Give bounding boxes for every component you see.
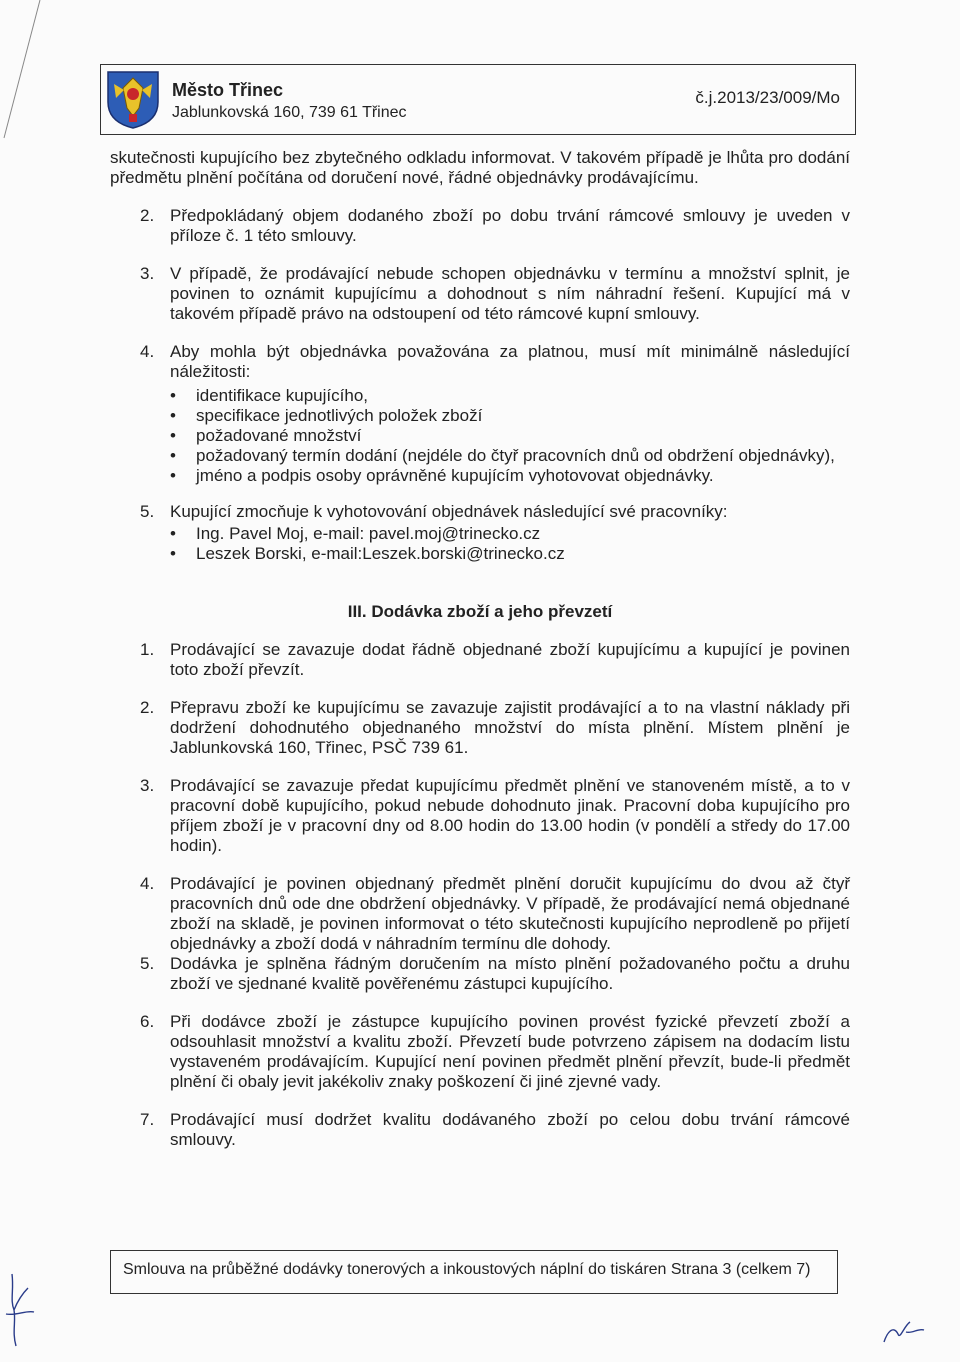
scan-edge-mark	[0, 0, 44, 140]
clause-text: Prodávající musí dodržet kvalitu dodávaného zboží po celou dobu trvání rámcové smlouvy.	[170, 1110, 850, 1149]
clause-number: 2.	[140, 206, 155, 225]
list-item: • Leszek Borski, e-mail:Leszek.borski@trinecko.cz	[170, 544, 850, 564]
clause-text: V případě, že prodávající nebude schopen objednávku v termínu a množství splnit, je povinen to oznámit kupujícímu a dohodnout s ním náhradní řešení. Kupující má v takovém případě právo na odstoupení od této rámcové kupní smlouvy.	[170, 264, 850, 323]
organization-name: Město Třinec	[172, 80, 284, 100]
clause-number: 7.	[140, 1110, 155, 1129]
staff-list	[170, 524, 850, 564]
clause-item	[110, 874, 850, 954]
document-body	[110, 148, 850, 1150]
clause-text: Přepravu zboží ke kupujícímu se zavazuje zajistit prodávající a to na vlastní náklady při dodržení dohodnutého objednaného množství do místa plnění. Místem plnění je Jablunkovská 160, Třinec, PSČ 739 61.	[170, 698, 850, 757]
clause-text: Prodávající je povinen objednaný předmět plnění doručit kupujícímu do dvou až čtyř pracovních dnů ode dne obdržení objednávky. V případě, že prodávající nemá objednané zboží na skladě, je povinen informovat o této skutečnosti kupujícího neprodleně po přijetí objednávky a zboží dodá v náhradním termínu dle dohody.	[170, 874, 850, 953]
clause-item	[110, 342, 850, 486]
clause-text: Kupující zmocňuje k vyhotovování objednávek následující své pracovníky:	[170, 502, 728, 521]
footer-text: Smlouva na průběžné dodávky tonerových a inkoustových náplní do tiskáren Strana 3 (celkem 7)	[123, 1261, 811, 1278]
city-coat-of-arms-icon	[106, 68, 160, 130]
list-item: • Ing. Pavel Moj, e-mail: pavel.moj@trinecko.cz	[170, 524, 850, 544]
clause-item	[110, 1110, 850, 1150]
clause-text: Předpokládaný objem dodaného zboží po dobu trvání rámcové smlouvy je uveden v příloze č. 1 této smlouvy.	[170, 206, 850, 245]
organization-address: Jablunkovská 160, 739 61 Třinec	[172, 104, 407, 121]
clause-item	[110, 502, 850, 564]
letterhead-rule	[100, 134, 856, 135]
clause-text: Při dodávce zboží je zástupce kupujícího povinen provést fyzické převzetí zboží a odsouhlasit množství a kvalitu zboží. Převzetí bude potvrzeno zápisem na dodacím listu vystaveném prodávajícím. Kupující není povinen předmět plnění převzít, bude-li předmět plnění či obaly jevit jakékoliv znaky poškození či jiné zjevné vady.	[170, 1012, 850, 1091]
clause-number: 5.	[140, 954, 155, 973]
clause-item	[110, 640, 850, 680]
clause-number: 5.	[140, 502, 155, 521]
clause-item	[110, 264, 850, 324]
clause-item	[110, 954, 850, 994]
reference-number: č.j.2013/23/009/Mo	[695, 88, 840, 107]
clause-item	[110, 206, 850, 246]
requirements-list	[170, 386, 850, 486]
clause-number: 4.	[140, 874, 155, 893]
clause-number: 2.	[140, 698, 155, 717]
footer-box	[110, 1250, 838, 1294]
clause-item	[110, 1012, 850, 1092]
clause-item	[110, 776, 850, 856]
list-item: • specifikace jednotlivých položek zboží	[170, 406, 850, 426]
clause-number: 3.	[140, 776, 155, 795]
handwritten-initials-left	[0, 1270, 40, 1350]
list-item: • požadovaný termín dodání (nejdéle do čtyř pracovních dnů od obdržení objednávky),	[170, 446, 850, 466]
clause-text: Prodávající se zavazuje dodat řádně objednané zboží kupujícímu a kupující je povinen toto zboží převzít.	[170, 640, 850, 679]
section-heading: III. Dodávka zboží a jeho převzetí	[347, 602, 613, 621]
clause-number: 3.	[140, 264, 155, 283]
clause-number: 4.	[140, 342, 155, 361]
list-item: • identifikace kupujícího,	[170, 386, 850, 406]
clause-number: 6.	[140, 1012, 155, 1031]
intro-paragraph: skutečnosti kupujícího bez zbytečného odkladu informovat. V takovém případě je lhůta pro dodání předmětu plnění počítána od doručení nové, řádné objednávky prodávajícímu.	[110, 148, 850, 187]
clause-number: 1.	[140, 640, 155, 659]
clause-text: Prodávající se zavazuje předat kupujícímu předmět plnění ve stanoveném místě, a to v pracovní době kupujícího, pokud nebude dohodnuto jinak. Pracovní doba kupujícího pro příjem zboží je v pracovní dny od 8.00 hodin do 13.00 hodin (v pondělí a středy do 17.00 hodin).	[170, 776, 850, 855]
list-item: • jméno a podpis osoby oprávněné kupujícím vyhotovovat objednávky.	[170, 466, 850, 486]
clause-text: Aby mohla být objednávka považována za platnou, musí mít minimálně následující náležitosti:	[170, 342, 850, 381]
list-item: • požadované množství	[170, 426, 850, 446]
clause-item	[110, 698, 850, 758]
clause-text: Dodávka je splněna řádným doručením na místo plnění požadovaného počtu a druhu zboží ve sjednané kvalitě pověřenému zástupci kupujícího.	[170, 954, 850, 993]
handwritten-initials-right	[880, 1312, 930, 1352]
